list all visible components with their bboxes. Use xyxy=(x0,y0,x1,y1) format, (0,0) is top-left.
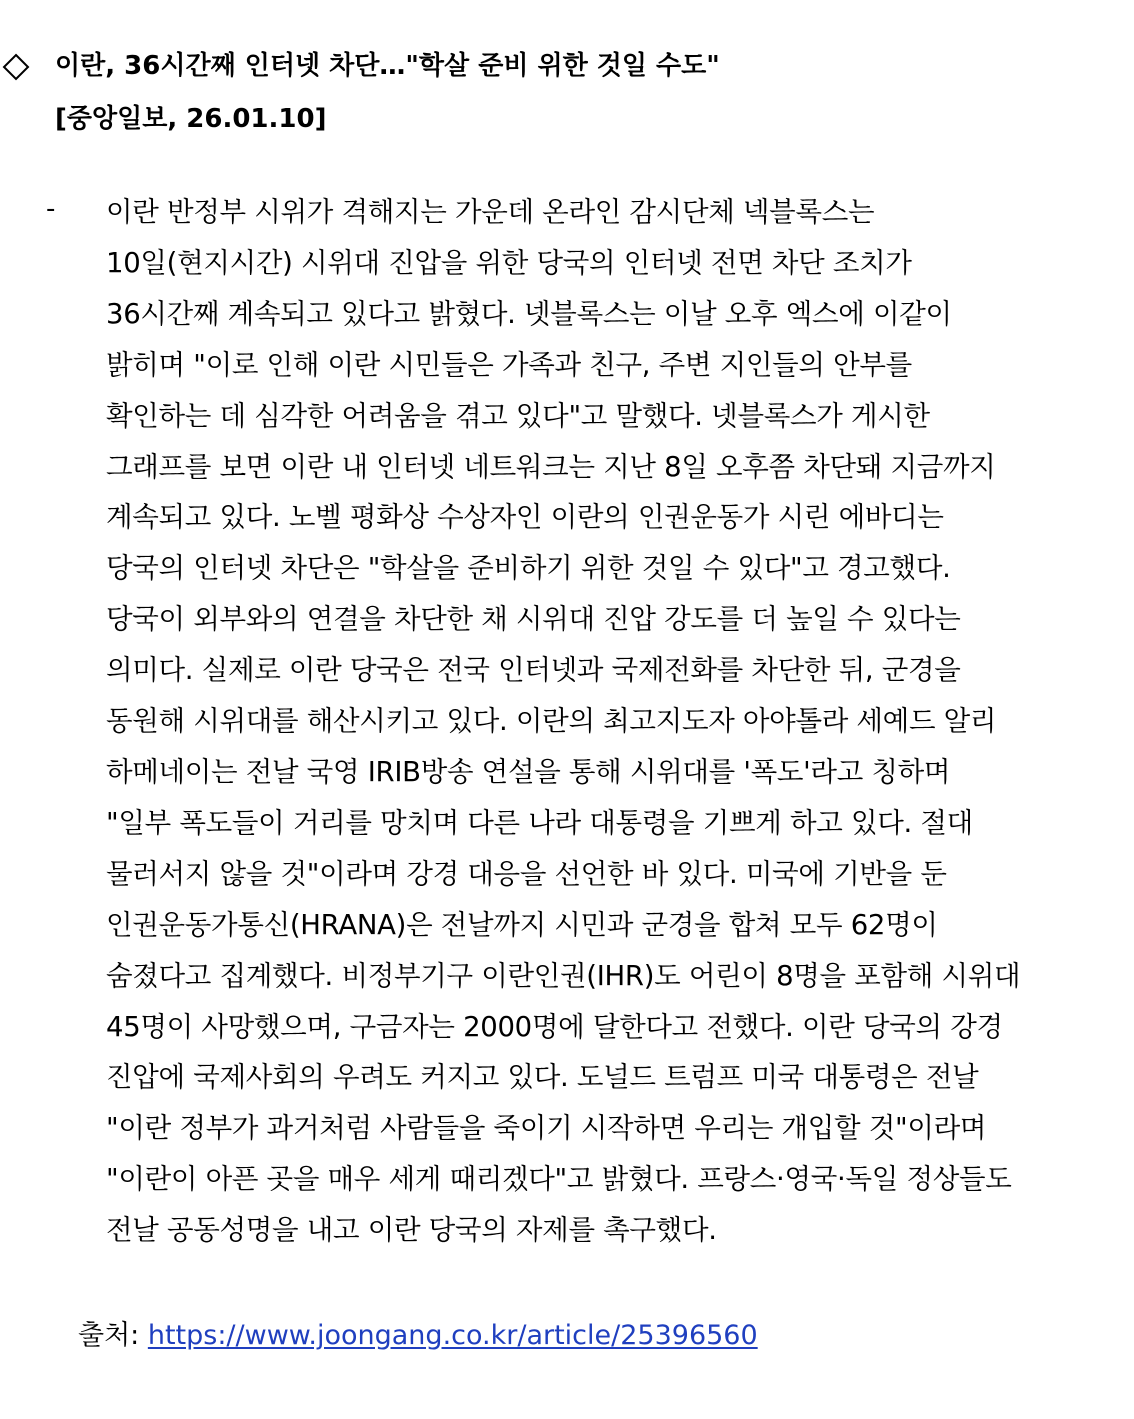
summary-line: 물러서지 않을 것"이라며 강경 대응을 선언한 바 있다. 미국에 기반을 둔 xyxy=(106,857,947,890)
summary-line: "이란 정부가 과거처럼 사람들을 죽이기 시작하면 우리는 개입할 것"이라며 xyxy=(106,1112,987,1145)
summary-line: 계속되고 있다. 노벨 평화상 수상자인 이란의 인권운동가 시린 에바디는 xyxy=(106,501,944,534)
summary-line: 전날 공동성명을 내고 이란 당국의 자제를 촉구했다. xyxy=(106,1214,717,1247)
summary-line: 10일(현지시간) 시위대 진압을 위한 당국의 인터넷 전면 차단 조치가 xyxy=(106,246,912,279)
bullet-dash-marker: - xyxy=(46,194,56,224)
summary-line: 동원해 시위대를 해산시키고 있다. 이란의 최고지도자 아야톨라 세예드 알리 xyxy=(106,705,997,738)
source-citation xyxy=(78,1314,758,1358)
summary-line: 하메네이는 전날 국영 IRIB방송 연설을 통해 시위대를 '폭도'라고 칭하며 xyxy=(106,755,951,788)
summary-line: 진압에 국제사회의 우려도 커지고 있다. 도널드 트럼프 미국 대통령은 전날 xyxy=(106,1061,979,1094)
summary-line: 밝히며 "이로 인해 이란 시민들은 가족과 친구, 주변 지인들의 안부를 xyxy=(106,348,912,381)
summary-line: 확인하는 데 심각한 어려움을 겪고 있다"고 말했다. 넷블록스가 게시한 xyxy=(106,399,930,432)
diamond-outline-icon xyxy=(2,53,30,81)
summary-line: 당국이 외부와의 연결을 차단한 채 시위대 진압 강도를 더 높일 수 있다는 xyxy=(106,603,961,636)
summary-line: 36시간째 계속되고 있다고 밝혔다. 넷블록스는 이날 오후 엑스에 이같이 xyxy=(106,297,952,330)
article-summary xyxy=(106,187,1116,1256)
summary-line: 45명이 사망했으며, 구금자는 2000명에 달한다고 전했다. 이란 당국의 강경 xyxy=(106,1010,1003,1043)
summary-line: 이란 반정부 시위가 격해지는 가운데 온라인 감시단체 넥블록스는 xyxy=(106,196,875,228)
summary-line: 당국의 인터넷 차단은 "학살을 준비하기 위한 것일 수 있다"고 경고했다. xyxy=(106,552,951,585)
source-label: 출처: xyxy=(78,1320,148,1351)
headline-title: 이란, 36시간째 인터넷 차단…"학살 준비 위한 것일 수도" xyxy=(55,51,720,81)
summary-line: 인권운동가통신(HRANA)은 전날까지 시민과 군경을 합쳐 모두 62명이 xyxy=(106,908,938,941)
summary-line: 의미다. 실제로 이란 당국은 전국 인터넷과 국제전화를 차단한 뒤, 군경을 xyxy=(106,654,961,687)
summary-line: 그래프를 보면 이란 내 인터넷 네트워크는 지난 8일 오후쯤 차단돼 지금까지 xyxy=(106,450,996,483)
headline-source-date: [중앙일보, 26.01.10] xyxy=(55,104,327,134)
source-link[interactable]: https://www.joongang.co.kr/article/25396560 xyxy=(147,1320,758,1351)
summary-line: "일부 폭도들이 거리를 망치며 다른 나라 대통령을 기쁘게 하고 있다. 절대 xyxy=(106,806,973,839)
summary-line: "이란이 아픈 곳을 매우 세게 때리겠다"고 밝혔다. 프랑스·영국·독일 정상들도 xyxy=(106,1163,1012,1196)
summary-line: 숨졌다고 집계했다. 비정부기구 이란인권(IHR)도 어린이 8명을 포함해 시위대 xyxy=(106,959,1021,992)
